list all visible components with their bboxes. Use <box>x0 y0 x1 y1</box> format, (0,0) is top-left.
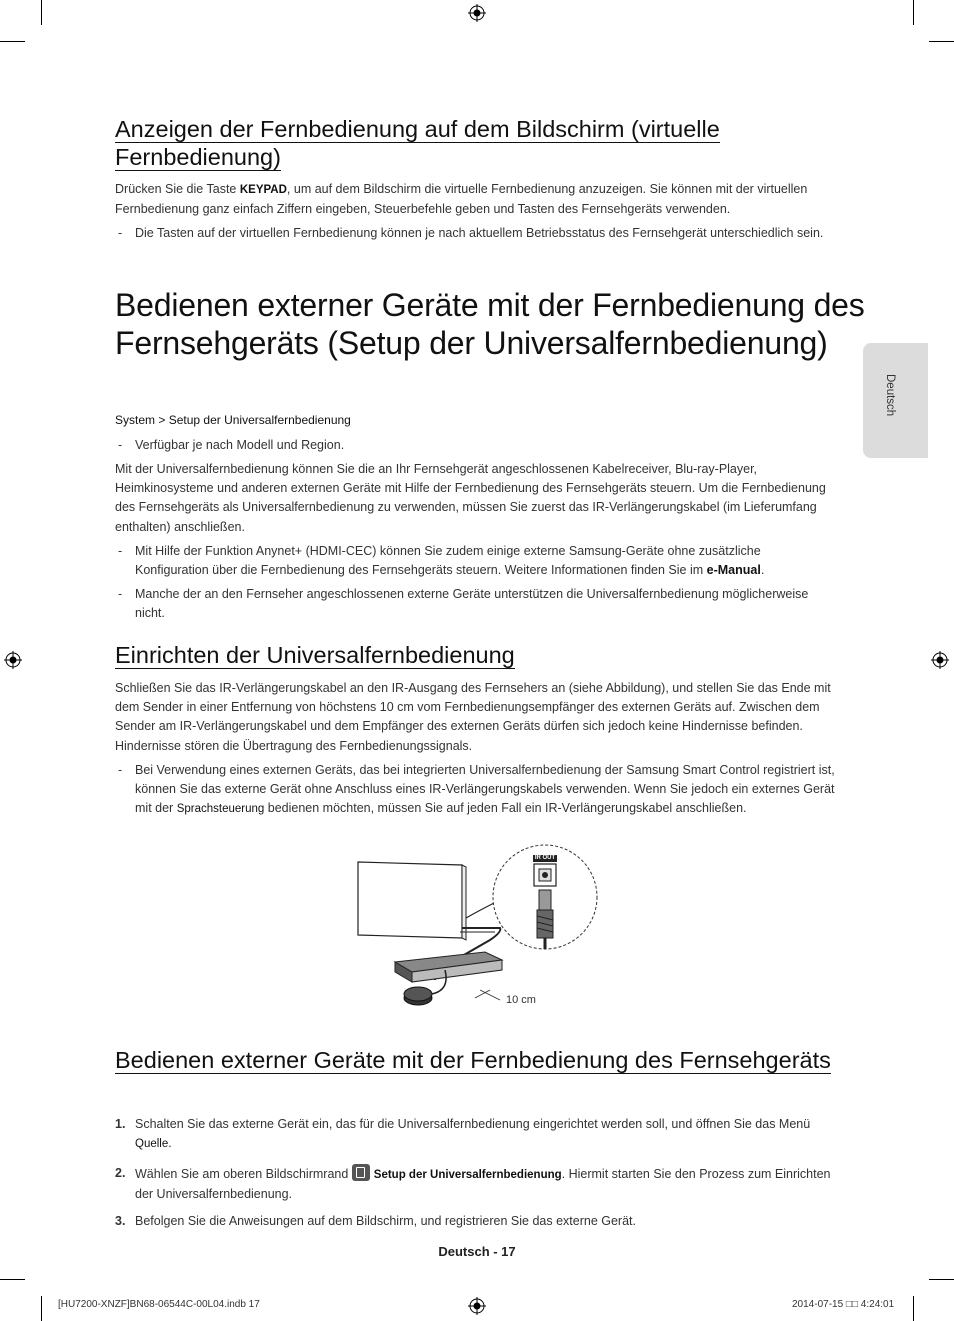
registration-mark-icon <box>4 651 22 669</box>
crop-mark <box>41 0 42 25</box>
registration-mark-icon <box>468 4 486 22</box>
universal-remote-icon <box>352 1164 370 1181</box>
crop-mark <box>913 1296 914 1321</box>
registration-mark-icon <box>931 651 949 669</box>
e-manual-link[interactable]: e-Manual <box>706 563 761 578</box>
section-title-virtual-remote: Anzeigen der Fernbedienung auf dem Bildschirm (virtuelle Fernbedienung) <box>115 116 720 170</box>
setup-body: Schließen Sie das IR-Verlängerungskabel an den IR-Ausgang des Fernsehers an (siehe Abbildung), und stellen Sie das Ende mit dem Sender in einer Entfernung von höchstens 10 cm vom Fernbedienungsempfänger des externen Geräts auf. Zwischen dem Sender am IR-Verlängerungskabel und dem Empfänger des externen Geräts dürfen sich jedoch keine Hindernisse befinden. Hindernisse stören die Übertragung des Fernbedienungssignals. <box>115 681 831 753</box>
page-number: Deutsch - 17 <box>438 1244 516 1259</box>
section-title-external-devices: Bedienen externer Geräte mit der Fernbedienung des Fernsehgeräts (Setup der Universalfernbedienung) <box>115 287 865 361</box>
compatibility-note: - Manche der an den Fernseher angeschlossenen externe Geräte unterstützen die Universalfernbedienung möglicherweise nicht. <box>118 587 809 621</box>
crop-mark <box>41 1296 42 1321</box>
crop-mark <box>0 1279 25 1280</box>
virtual-remote-note: - Die Tasten auf der virtuellen Fernbedienung können je nach aktuellem Betriebsstatus des Fernsehgerät unterschiedlich sein. <box>118 226 824 240</box>
ir-out-port-label: IR OUT <box>534 855 556 861</box>
print-timestamp: 2014-07-15 □□ 4:24:01 <box>792 1299 895 1310</box>
tv-illustration <box>350 840 610 1015</box>
anynet-note: - Mit Hilfe der Funktion Anynet+ (HDMI-CEC) können Sie zudem einige externe Samsung-Geräte ohne zusätzliche Konfiguration über die Fernbedienung des Fernsehgeräts steuern. Weitere Informationen finden Sie im e-Manual. <box>118 544 765 578</box>
file-info: [HU7200-XNZF]BN68-06544C-00L04.indb 17 <box>58 1299 260 1310</box>
step-2: 2. Wählen Sie am oberen Bildschirmrand Setup der Universalfernbedienung. Hiermit starten Sie den Prozess zum Einrichten der Universalfernbedienung. <box>115 1166 831 1202</box>
crop-mark <box>913 0 914 25</box>
section-title-operate: Bedienen externer Geräte mit der Fernbedienung des Fernsehgeräts <box>115 1047 831 1073</box>
language-tab-label: Deutsch <box>884 374 896 417</box>
crop-mark <box>929 41 954 42</box>
step-1: 1. Schalten Sie das externe Gerät ein, das für die Universalfernbedienung eingerichtet werden soll, und öffnen Sie das Menü Quelle. <box>115 1117 811 1151</box>
virtual-remote-intro: Drücken Sie die Taste KEYPAD, um auf dem Bildschirm die virtuelle Fernbedienung anzuzeigen. Sie können mit der virtuellen Fernbedienung ganz einfach Ziffern eingeben, Steuerbefehle geben und Tasten des Fernsehgeräts verwenden. <box>115 182 808 217</box>
setup-note: - Bei Verwendung eines externen Geräts, das bei integrierten Universalfernbedienung der Samsung Smart Control registriert ist, können Sie das externe Gerät ohne Anschluss eines IR-Verlängerungskabels verwenden. Wenn Sie jedoch ein externes Gerät mit der Sprachsteuerung bedienen möchten, müssen Sie auf jeden Fall ein IR-Verlängerungskabel anschließen. <box>118 763 835 816</box>
step-3: 3. Befolgen Sie die Anweisungen auf dem Bildschirm, und registrieren Sie das externe Gerät. <box>115 1214 636 1228</box>
section-title-setup: Einrichten der Universalfernbedienung <box>115 642 515 668</box>
distance-label: 10 cm <box>506 994 536 1006</box>
crop-mark <box>929 1279 954 1280</box>
menu-path: System > Setup der Universalfernbedienung <box>115 413 351 427</box>
external-devices-body: Mit der Universalfernbedienung können Sie die an Ihr Fernsehgerät angeschlossenen Kabelreceiver, Blu-ray-Player, Heimkinosysteme und anderen externen Geräte mit Hilfe der Fernbedienung des Fernsehgeräts steuern. Um die Fernbedienung des Fernsehgeräts als Universalfernbedienung zu verwenden, müssen Sie zuerst das IR-Verlängerungskabel (im Lieferumfang enthalten) anschließen. <box>115 462 826 534</box>
registration-mark-icon <box>468 1297 486 1315</box>
availability-note: - Verfügbar je nach Modell und Region. <box>118 438 345 452</box>
crop-mark <box>0 41 25 42</box>
